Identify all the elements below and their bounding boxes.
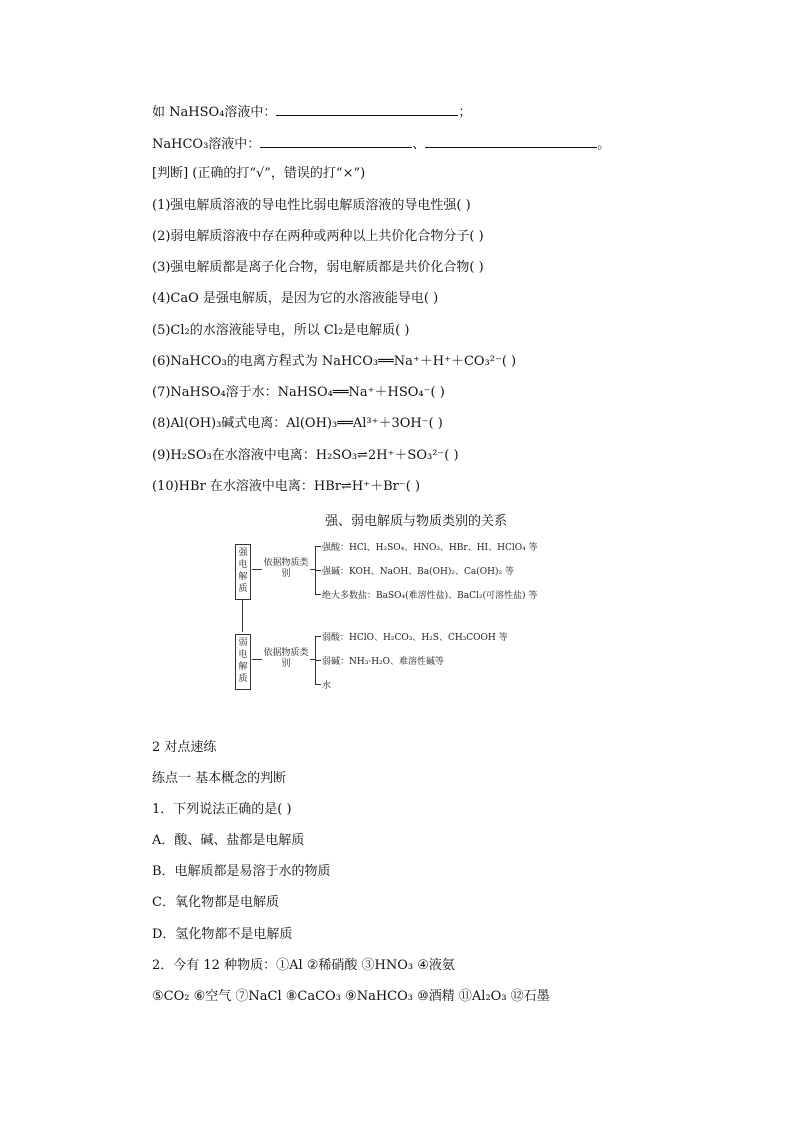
weak-electrolyte-box: [235, 634, 251, 690]
strong-item-salt: 绝大多数盐：BaSO₄(难溶性盐)、BaCl₂(可溶性盐) 等: [322, 591, 538, 601]
nahco3-prefix: NaHCO₃溶液中：: [152, 137, 261, 152]
strong-basis: 依据物质类别: [263, 558, 309, 579]
connector: [315, 684, 321, 685]
nahso4-line: [152, 103, 471, 122]
connector: [315, 636, 321, 637]
strong-label: 强电解质: [238, 548, 248, 594]
judge-heading: [判断] (正确的打“√”，错误的打“×”): [152, 166, 366, 181]
option-a: A．酸、碱、盐都是电解质: [152, 833, 305, 848]
nahso4-prefix: 如 NaHSO₄溶液中：: [152, 105, 277, 120]
weak-basis: 依据物质类别: [263, 648, 309, 669]
answer-blank[interactable]: [425, 135, 597, 148]
weak-label: 弱电解质: [238, 638, 248, 684]
semicolon: ；: [458, 105, 472, 120]
question-6: (6)NaHCO₃的电离方程式为 NaHCO₃══Na⁺＋H⁺＋CO₃²⁻( ): [152, 354, 517, 369]
diagram-title: 强、弱电解质与物质类别的关系: [325, 514, 508, 529]
problem-1-stem: 1．下列说法正确的是( ): [152, 802, 292, 817]
connector: [315, 570, 321, 571]
strong-item-acid: 强酸：HCl、H₂SO₄、HNO₃、HBr、HI、HClO₄ 等: [322, 543, 538, 553]
connector: [315, 660, 321, 661]
separator: 、: [412, 137, 426, 152]
question-2: (2)弱电解质溶液中存在两种或两种以上共价化合物分子( ): [152, 229, 484, 244]
subsection-heading: 练点一 基本概念的判断: [152, 771, 287, 786]
question-9: (9)H₂SO₃在水溶液中电离：H₂SO₃⇌2H⁺＋SO₃²⁻( ): [152, 448, 459, 463]
question-1: (1)强电解质溶液的导电性比弱电解质溶液的导电性强( ): [152, 198, 471, 213]
weak-item-water: 水: [322, 681, 332, 691]
connector: [252, 659, 262, 660]
link-line: [242, 600, 243, 632]
nahco3-line: [152, 135, 610, 154]
answer-blank[interactable]: [276, 103, 458, 116]
period: 。: [597, 137, 611, 152]
substance-list: ⑤CO₂ ⑥空气 ⑦NaCl ⑧CaCO₃ ⑨NaHCO₃ ⑩酒精 ⑪Al₂O₃ ⑫石墨: [152, 989, 550, 1004]
question-8: (8)Al(OH)₃碱式电离：Al(OH)₃══Al³⁺＋3OH⁻( ): [152, 416, 443, 431]
option-d: D．氢化物都不是电解质: [152, 927, 293, 942]
strong-electrolyte-box: [235, 544, 251, 600]
weak-item-acid: 弱酸：HClO、H₂CO₃、H₂S、CH₃COOH 等: [322, 633, 508, 643]
connector: [252, 569, 262, 570]
question-7: (7)NaHSO₄溶于水：NaHSO₄══Na⁺＋HSO₄⁻( ): [152, 385, 445, 400]
question-5: (5)Cl₂的水溶液能导电，所以 Cl₂是电解质( ): [152, 323, 410, 338]
weak-item-base: 弱碱：NH₃·H₂O、难溶性碱等: [322, 657, 445, 667]
connector: [315, 546, 321, 547]
question-3: (3)强电解质都是离子化合物，弱电解质都是共价化合物( ): [152, 260, 484, 275]
question-4: (4)CaO 是强电解质，是因为它的水溶液能导电( ): [152, 291, 439, 306]
section-heading: 2 对点速练: [152, 740, 217, 755]
problem-2-stem: 2．今有 12 种物质：①Al ②稀硝酸 ③HNO₃ ④液氨: [152, 958, 455, 973]
connector: [315, 594, 321, 595]
question-10: (10)HBr 在水溶液中电离：HBr⇌H⁺＋Br⁻( ): [152, 479, 421, 494]
option-c: C．氧化物都是电解质: [152, 895, 279, 910]
option-b: B．电解质都是易溶于水的物质: [152, 864, 331, 879]
electrolyte-diagram: [230, 538, 590, 693]
answer-blank[interactable]: [260, 135, 412, 148]
strong-item-base: 强碱：KOH、NaOH、Ba(OH)₂、Ca(OH)₂ 等: [322, 567, 514, 577]
